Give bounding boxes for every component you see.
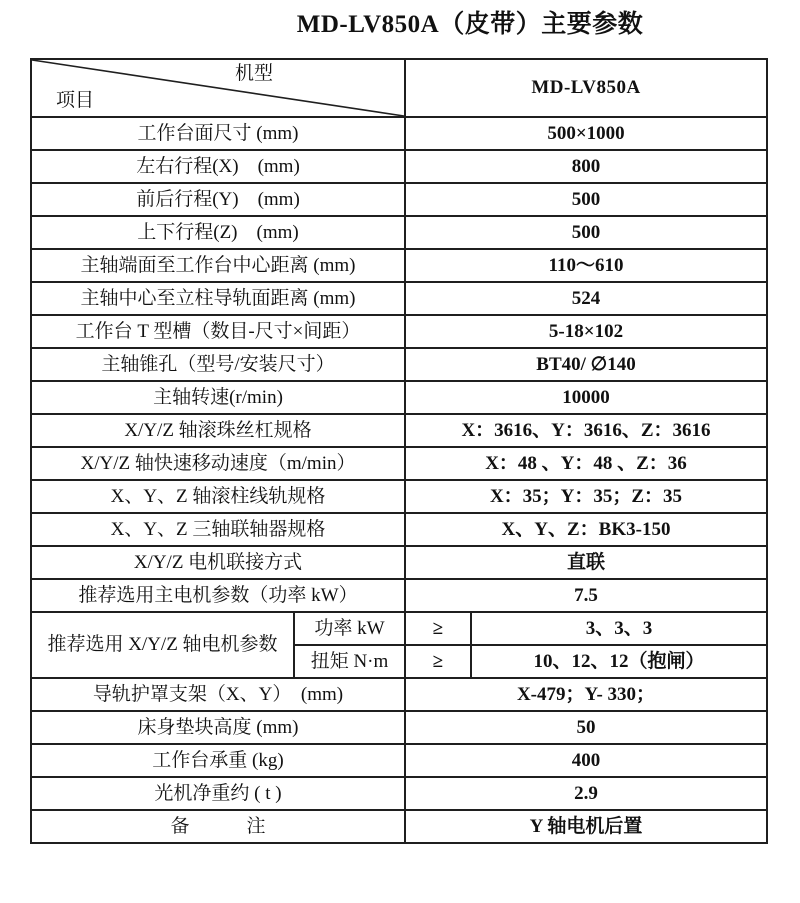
row-value: X、Y、Z：BK3-150 bbox=[405, 513, 767, 546]
row-value: 524 bbox=[405, 282, 767, 315]
row-value: 400 bbox=[405, 744, 767, 777]
row-value: X：48 、Y：48 、Z：36 bbox=[405, 447, 767, 480]
motor-sub-name: 扭矩 N·m bbox=[294, 645, 405, 678]
row-label: 备 注 bbox=[31, 810, 405, 843]
row-value: 110～610 bbox=[405, 249, 767, 282]
table-row bbox=[31, 546, 767, 579]
row-value: 800 bbox=[405, 150, 767, 183]
row-value: 50 bbox=[405, 711, 767, 744]
table-row bbox=[31, 117, 767, 150]
table-row bbox=[31, 315, 767, 348]
row-label: 导轨护罩支架（X、Y） (mm) bbox=[31, 678, 405, 711]
row-value: BT40/ ∅140 bbox=[405, 348, 767, 381]
row-label: X/Y/Z 轴滚珠丝杠规格 bbox=[31, 414, 405, 447]
table-row bbox=[31, 810, 767, 843]
table-row bbox=[31, 744, 767, 777]
corner-label-item: 项目 bbox=[56, 90, 95, 112]
motor-sub-value: 3、3、3 bbox=[471, 612, 767, 645]
table-row bbox=[31, 513, 767, 546]
table-row bbox=[31, 216, 767, 249]
table-row bbox=[31, 150, 767, 183]
table-row bbox=[31, 711, 767, 744]
spec-table bbox=[30, 58, 768, 844]
model-column-header: MD-LV850A bbox=[405, 59, 767, 117]
row-value: 500 bbox=[405, 216, 767, 249]
row-value: 500 bbox=[405, 183, 767, 216]
row-label: 主轴锥孔（型号/安装尺寸） bbox=[31, 348, 405, 381]
corner-label-machine-type: 机型 bbox=[234, 63, 273, 84]
row-value: 7.5 bbox=[405, 579, 767, 612]
table-row bbox=[31, 414, 767, 447]
row-label: 光机净重约 ( t ) bbox=[31, 777, 405, 810]
row-label: 主轴转速(r/min) bbox=[31, 381, 405, 414]
row-label: 左右行程(X) (mm) bbox=[31, 150, 405, 183]
motor-sub-name: 功率 kW bbox=[294, 612, 405, 645]
row-value: X-479；Y- 330； bbox=[405, 678, 767, 711]
table-row bbox=[31, 678, 767, 711]
row-label: X/Y/Z 轴快速移动速度（m/min） bbox=[31, 447, 405, 480]
table-row bbox=[31, 282, 767, 315]
row-label: X、Y、Z 轴滚柱线轨规格 bbox=[31, 480, 405, 513]
row-label: X/Y/Z 电机联接方式 bbox=[31, 546, 405, 579]
table-row bbox=[31, 381, 767, 414]
motor-sub-value: 10、12、12（抱闸） bbox=[471, 645, 767, 678]
row-value: 5-18×102 bbox=[405, 315, 767, 348]
row-value: X：35；Y：35；Z：35 bbox=[405, 480, 767, 513]
row-label: 工作台面尺寸 (mm) bbox=[31, 117, 405, 150]
row-label: 上下行程(Z) (mm) bbox=[31, 216, 405, 249]
diagonal-header-cell bbox=[31, 59, 405, 117]
table-row bbox=[31, 447, 767, 480]
table-row bbox=[31, 348, 767, 381]
row-label: 主轴端面至工作台中心距离 (mm) bbox=[31, 249, 405, 282]
row-label: 工作台 T 型槽（数目-尺寸×间距） bbox=[31, 315, 405, 348]
table-row bbox=[31, 579, 767, 612]
table-row bbox=[31, 480, 767, 513]
row-label: 推荐选用主电机参数（功率 kW） bbox=[31, 579, 405, 612]
row-value: 500×1000 bbox=[405, 117, 767, 150]
table-row bbox=[31, 249, 767, 282]
motor-params-label: 推荐选用 X/Y/Z 轴电机参数 bbox=[31, 612, 294, 678]
row-value: 2.9 bbox=[405, 777, 767, 810]
row-value: X：3616、Y：3616、Z：3616 bbox=[405, 414, 767, 447]
page-title: MD-LV850A（皮带）主要参数 bbox=[296, 11, 644, 38]
table-row bbox=[31, 777, 767, 810]
geq-operator: ≥ bbox=[405, 645, 471, 678]
row-label: 主轴中心至立柱导轨面距离 (mm) bbox=[31, 282, 405, 315]
row-value: 直联 bbox=[405, 546, 767, 579]
table-row bbox=[31, 183, 767, 216]
row-value: 10000 bbox=[405, 381, 767, 414]
geq-operator: ≥ bbox=[405, 612, 471, 645]
table-row-motor-power bbox=[31, 612, 767, 645]
table-header-row bbox=[31, 59, 767, 117]
row-label: 工作台承重 (kg) bbox=[31, 744, 405, 777]
row-label: X、Y、Z 三轴联轴器规格 bbox=[31, 513, 405, 546]
row-value: Y 轴电机后置 bbox=[405, 810, 767, 843]
row-label: 床身垫块高度 (mm) bbox=[31, 711, 405, 744]
row-label: 前后行程(Y) (mm) bbox=[31, 183, 405, 216]
